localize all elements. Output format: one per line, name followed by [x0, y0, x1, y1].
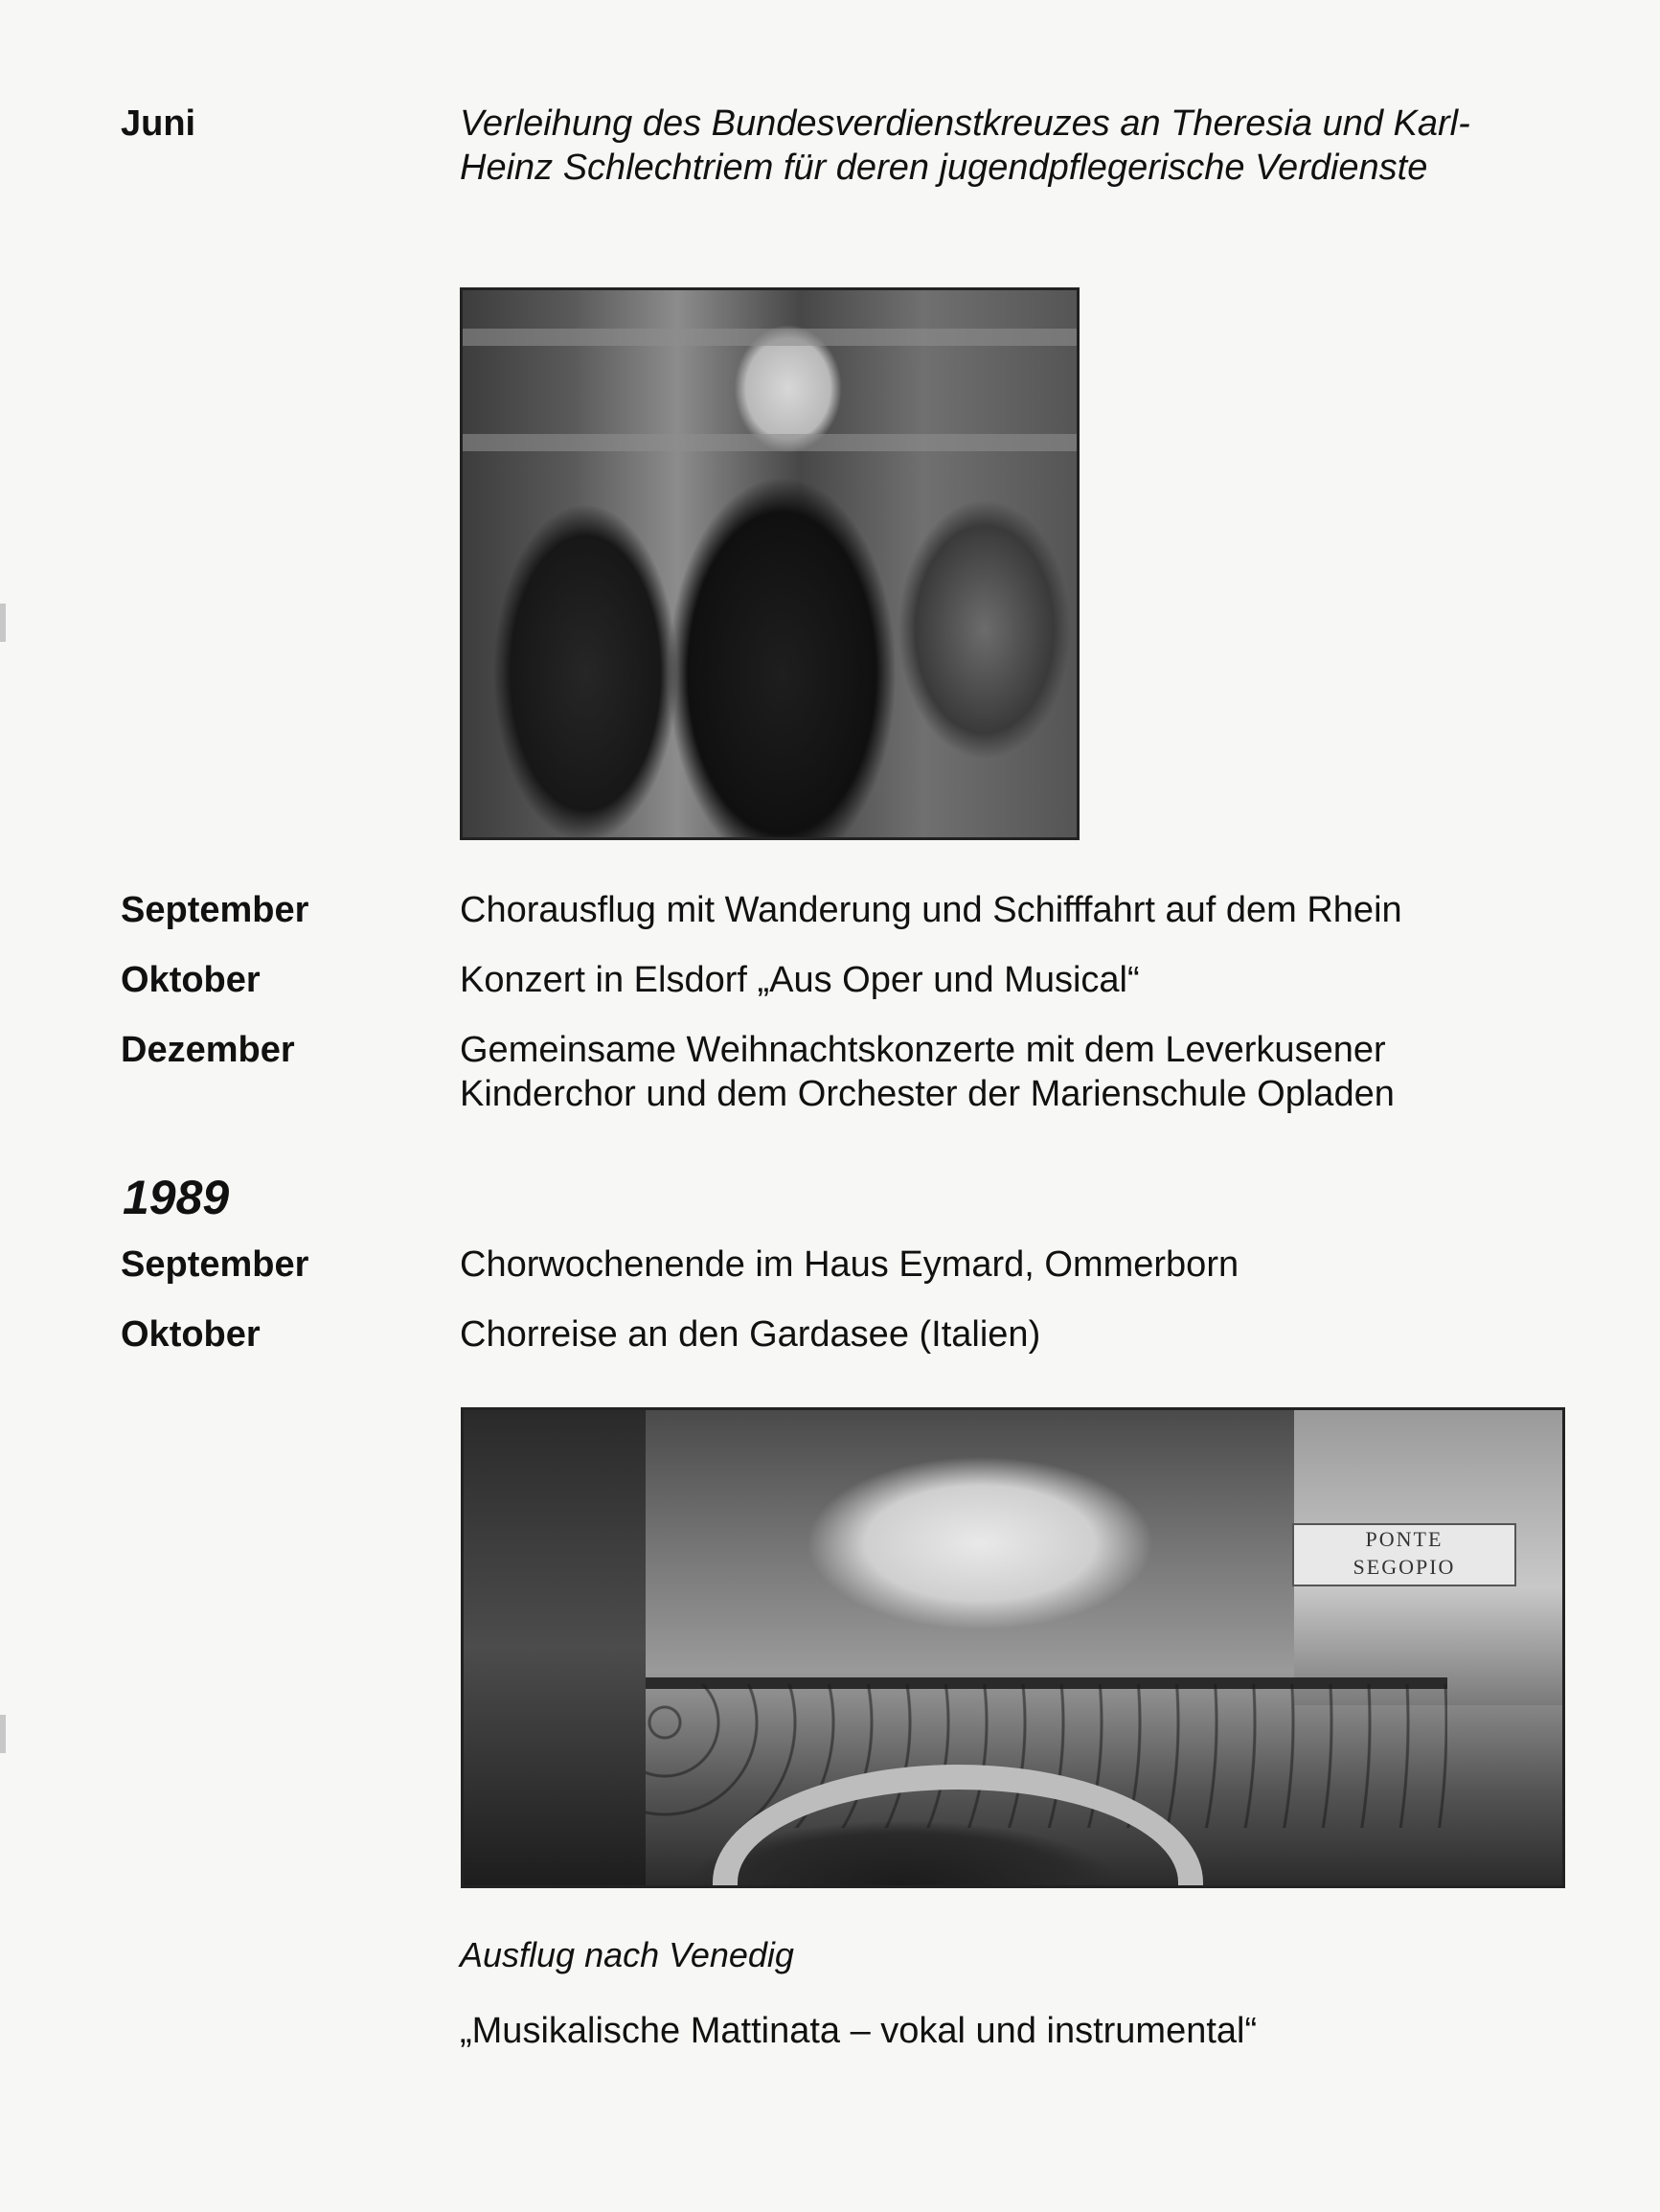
month-label-juni: Juni: [121, 103, 196, 144]
binding-mark: [0, 604, 6, 642]
entry-text-september-1989: Chorwochenende im Haus Eymard, Ommerborn: [460, 1244, 1239, 1285]
month-label-september: September: [121, 890, 309, 930]
binding-mark: [0, 1715, 6, 1753]
month-label-oktober-1989: Oktober: [121, 1314, 261, 1355]
entry-text-september: Chorausflug mit Wanderung und Schifffahrt auf dem Rhein: [460, 890, 1402, 930]
year-heading: 1989: [123, 1171, 230, 1224]
entry-text-juni: Verleihung des Bundesverdienstkreuzes an Theresia und Karl-Heinz Schlechtriem für deren jugendpflegerische Verdienste: [460, 103, 1470, 188]
venice-group-photo: [461, 1407, 1565, 1888]
month-label-dezember: Dezember: [121, 1030, 295, 1070]
photo-caption: Ausflug nach Venedig: [460, 1935, 794, 1974]
month-label-september-1989: September: [121, 1244, 309, 1285]
award-ceremony-photo: [460, 287, 1080, 840]
concert-title: „Musikalische Mattinata – vokal und instrumental“: [460, 2011, 1258, 2051]
month-label-oktober: Oktober: [121, 960, 261, 1000]
entry-text-oktober-1989: Chorreise an den Gardasee (Italien): [460, 1314, 1041, 1355]
entry-text-oktober: Konzert in Elsdorf „Aus Oper und Musical“: [460, 960, 1140, 1000]
entry-text-dezember: Gemeinsame Weihnachtskonzerte mit dem Leverkusener Kinderchor und dem Orchester der Marienschule Opladen: [460, 1030, 1395, 1114]
bridge-sign: PONTE SEGOPIO: [1292, 1523, 1516, 1586]
